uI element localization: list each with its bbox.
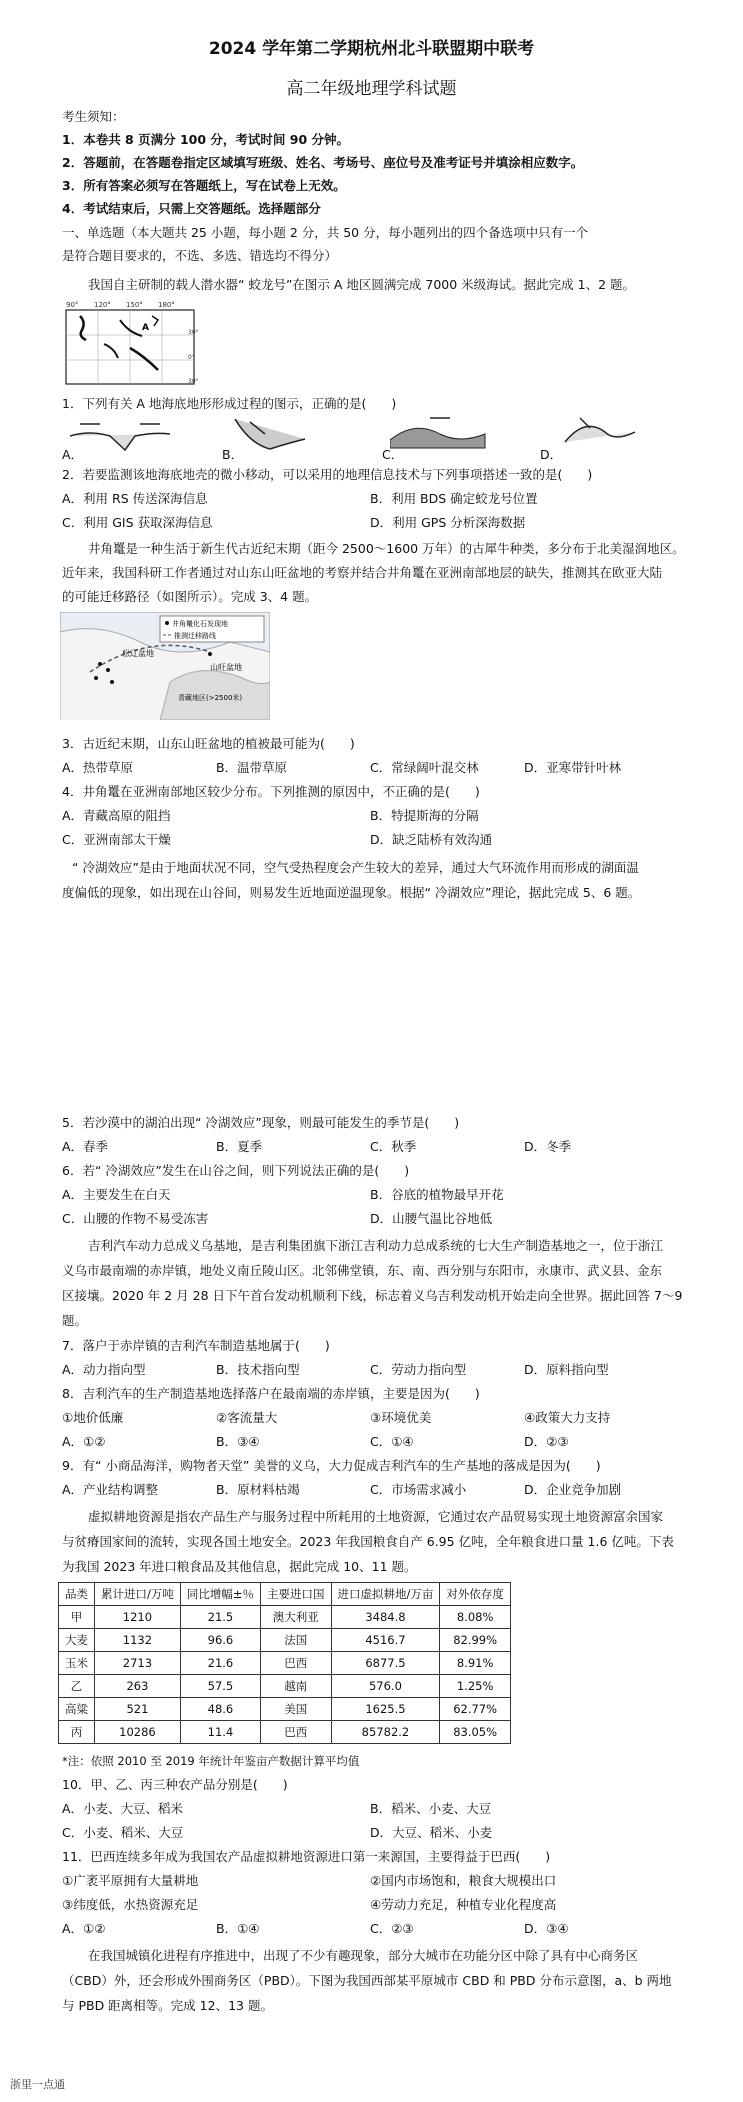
intro-q5-6: 度偏低的现象，如出现在山谷间，则易发生近地面逆温现象。根据“ 冷湖效应”理论，据此完成 5、6 题。 xyxy=(62,885,641,900)
notice-item: 1．本卷共 8 页满分 100 分，考试时间 90 分钟。 xyxy=(62,132,349,147)
table-cell: 1.25% xyxy=(440,1675,511,1698)
q4-stem: 4．井角鼍在亚洲南部地区较少分布。下列推测的原因中，不正确的是( ) xyxy=(62,784,480,799)
table-cell: 4516.7 xyxy=(331,1629,440,1652)
table-cell: 丙 xyxy=(59,1721,95,1744)
table-cell: 82.99% xyxy=(440,1629,511,1652)
table-cell: 高粱 xyxy=(59,1698,95,1721)
table-cell: 巴西 xyxy=(261,1652,332,1675)
intro-q7-9: 题。 xyxy=(62,1313,88,1328)
table-header: 主要进口国 xyxy=(261,1583,332,1606)
q5-option[interactable]: D．冬季 xyxy=(524,1139,572,1154)
table-cell: 越南 xyxy=(261,1675,332,1698)
q2-option[interactable]: C．利用 GIS 获取深海信息 xyxy=(62,515,213,530)
asia-migration-map xyxy=(60,612,270,720)
q3-option[interactable]: D．亚寒带针叶林 xyxy=(524,760,622,775)
table-cell: 甲 xyxy=(59,1606,95,1629)
q2-stem: 2．若要监测该地海底地壳的微小移动，可以采用的地理信息技术与下列事项搭述一致的是( ) xyxy=(62,467,593,482)
q6-option[interactable]: D．山腰气温比谷地低 xyxy=(370,1211,493,1226)
lat-label: 30° xyxy=(188,329,199,336)
intro-q12-13: 与 PBD 距离相等。完成 12、13 题。 xyxy=(62,1998,273,2013)
table-cell: 1210 xyxy=(95,1606,181,1629)
q10-option[interactable]: A．小麦、大豆、稻米 xyxy=(62,1801,184,1816)
q4-option[interactable]: A．青藏高原的阻挡 xyxy=(62,808,171,823)
table-cell: 6877.5 xyxy=(331,1652,440,1675)
q3-option[interactable]: A．热带草原 xyxy=(62,760,134,775)
q3-option[interactable]: B．温带草原 xyxy=(216,760,288,775)
q8-option[interactable]: D．②③ xyxy=(524,1434,569,1449)
table-row xyxy=(59,1652,511,1675)
q8-item: ④政策大力支持 xyxy=(524,1410,611,1425)
intro-q12-13: （CBD）外，还会形成外围商务区（PBD）。下图为我国西部某平原城市 CBD 和 PBD 分布示意图，a、b 两地 xyxy=(62,1973,672,1988)
q11-option[interactable]: A．①② xyxy=(62,1921,106,1936)
q2-option[interactable]: D．利用 GPS 分析深海数据 xyxy=(370,515,526,530)
table-cell: 美国 xyxy=(261,1698,332,1721)
table-header: 进口虚拟耕地/万亩 xyxy=(331,1583,440,1606)
q5-option[interactable]: B．夏季 xyxy=(216,1139,263,1154)
map-label: 松辽盆地 xyxy=(122,649,154,658)
table-cell: 澳大利亚 xyxy=(261,1606,332,1629)
q8-option[interactable]: B．③④ xyxy=(216,1434,260,1449)
table-row xyxy=(59,1629,511,1652)
q8-item: ③环境优美 xyxy=(370,1410,432,1425)
table-cell: 85782.2 xyxy=(331,1721,440,1744)
table-cell: 263 xyxy=(95,1675,181,1698)
pacific-map xyxy=(60,298,200,388)
table-cell: 巴西 xyxy=(261,1721,332,1744)
q6-option[interactable]: B．谷底的植物最早开花 xyxy=(370,1187,504,1202)
intro-q7-9: 义乌市最南端的赤岸镇，地处义南丘陵山区。北邻佛堂镇，东、南、西分别与东阳市，永康市、武义县、金东 xyxy=(62,1263,663,1278)
table-cell: 83.05% xyxy=(440,1721,511,1744)
q11-option[interactable]: C．②③ xyxy=(370,1921,414,1936)
intro-q10-11: 虚拟耕地资源是指农产品生产与服务过程中所耗用的土地资源，它通过农产品贸易实现土地资源富余国家 xyxy=(88,1509,664,1524)
q1-diagram-c xyxy=(390,412,490,454)
q7-option[interactable]: C．劳动力指向型 xyxy=(370,1362,467,1377)
exam-title: 2024 学年第二学期杭州北斗联盟期中联考 xyxy=(208,39,535,59)
q7-option[interactable]: D．原料指向型 xyxy=(524,1362,609,1377)
q6-option[interactable]: C．山腰的作物不易受冻害 xyxy=(62,1211,209,1226)
q9-option[interactable]: B．原材料枯竭 xyxy=(216,1482,300,1497)
q11-item: ④劳动力充足，种植专业化程度高 xyxy=(370,1897,557,1912)
q7-stem: 7．落户于赤岸镇的吉利汽车制造基地属于( ) xyxy=(62,1338,330,1353)
table-cell: 10286 xyxy=(95,1721,181,1744)
q5-stem: 5．若沙漠中的湖泊出现“ 冷湖效应”现象，则最可能发生的季节是( ) xyxy=(62,1115,460,1130)
table-cell: 2713 xyxy=(95,1652,181,1675)
exam-subtitle: 高二年级地理学科试题 xyxy=(286,79,457,99)
table-row xyxy=(59,1675,511,1698)
notice-heading: 考生须知： xyxy=(62,109,125,124)
notice-item: 4．考试结束后，只需上交答题纸。选择题部分 xyxy=(62,201,321,216)
intro-q7-9: 区接壤。2020 年 2 月 28 日下午首台发动机顺利下线，标志着义乌吉利发动机开始走向全世界。据此回答 7～9 xyxy=(62,1288,683,1303)
table-header: 对外依存度 xyxy=(440,1583,511,1606)
intro-q3-4: 井角鼍是一种生活于新生代古近纪末期（距今 2500～1600 万年）的古犀牛种类，多分布于北美湿润地区。 xyxy=(88,541,685,556)
table-cell: 521 xyxy=(95,1698,181,1721)
map-label: 山旺盆地 xyxy=(210,663,242,672)
q2-option[interactable]: B．利用 BDS 确定蛟龙号位置 xyxy=(370,491,538,506)
table-cell: 96.6 xyxy=(180,1629,260,1652)
q1-diagram-a xyxy=(70,414,170,454)
q4-option[interactable]: C．亚洲南部太干燥 xyxy=(62,832,171,847)
table-cell: 576.0 xyxy=(331,1675,440,1698)
intro-q5-6: “ 冷湖效应”是由于地面状况不同，空气受热程度会产生较大的差异，通过大气环流作用而形成的湖面温 xyxy=(72,860,639,875)
q7-option[interactable]: B．技术指向型 xyxy=(216,1362,300,1377)
table-note: *注：依照 2010 至 2019 年统计年鉴亩产数据计算平均值 xyxy=(62,1754,360,1768)
q1-stem: 1．下列有关 A 地海底地形形成过程的图示，正确的是( ) xyxy=(62,396,397,411)
q11-option[interactable]: B．①④ xyxy=(216,1921,260,1936)
lon-label: 120° xyxy=(94,301,111,309)
q8-option[interactable]: C．①④ xyxy=(370,1434,414,1449)
lon-label: 180° xyxy=(158,301,175,309)
intro-q12-13: 在我国城镇化进程有序推进中，出现了不少有趣现象，部分大城市在功能分区中除了具有中心商务区 xyxy=(88,1948,639,1963)
q8-option[interactable]: A．①② xyxy=(62,1434,106,1449)
q11-item: ②国内市场饱和，粮食大规模出口 xyxy=(370,1873,557,1888)
lat-label: 30° xyxy=(188,378,199,385)
table-row xyxy=(59,1606,511,1629)
q5-option[interactable]: C．秋季 xyxy=(370,1139,417,1154)
q4-option[interactable]: B．特提斯海的分隔 xyxy=(370,808,479,823)
q1-option[interactable]: B． xyxy=(222,447,244,462)
table-header: 品类 xyxy=(59,1583,95,1606)
q8-item: ②客流量大 xyxy=(216,1410,278,1425)
q9-option[interactable]: C．市场需求减小 xyxy=(370,1482,467,1497)
table-cell: 1132 xyxy=(95,1629,181,1652)
table-cell: 21.5 xyxy=(180,1606,260,1629)
q3-option[interactable]: C．常绿阔叶混交林 xyxy=(370,760,479,775)
table-cell: 21.6 xyxy=(180,1652,260,1675)
section-heading-cont: 是符合题目要求的，不选、多选、错选均不得分） xyxy=(62,248,338,263)
q1-option[interactable]: A． xyxy=(62,447,84,462)
q10-option[interactable]: B．稻米、小麦、大豆 xyxy=(370,1801,492,1816)
q10-option[interactable]: C．小麦、稻米、大豆 xyxy=(62,1825,184,1840)
table-cell: 62.77% xyxy=(440,1698,511,1721)
table-cell: 48.6 xyxy=(180,1698,260,1721)
q6-option[interactable]: A．主要发生在白天 xyxy=(62,1187,171,1202)
lon-label: 90° xyxy=(66,301,79,309)
intro-q3-4: 近年来，我国科研工作者通过对山东山旺盆地的考察并结合井角鼍在亚洲南部地层的缺失，推测其在欧亚大陆 xyxy=(62,565,663,580)
notice-item: 2．答题前，在答题卷指定区域填写班级、姓名、考场号、座位号及准考证号并填涂相应数字。 xyxy=(62,155,584,170)
intro-q10-11: 为我国 2023 年进口粮食品及其他信息，据此完成 10、11 题。 xyxy=(62,1559,417,1574)
table-cell: 57.5 xyxy=(180,1675,260,1698)
q11-item: ③纬度低，水热资源充足 xyxy=(62,1897,199,1912)
legend-fossil: 井角鼍化石发现地 xyxy=(172,620,228,628)
point-a-label: A xyxy=(142,323,149,333)
q10-stem: 10．甲、乙、丙三种农产品分别是( ) xyxy=(62,1777,288,1792)
table-cell: 3484.8 xyxy=(331,1606,440,1629)
q1-option[interactable]: D． xyxy=(540,447,563,462)
q6-stem: 6．若“ 冷湖效应”发生在山谷之间，则下列说法正确的是( ) xyxy=(62,1163,410,1178)
table-header: 同比增幅±％ xyxy=(180,1583,260,1606)
intro-q7-9: 吉利汽车动力总成义乌基地，是吉利集团旗下浙江吉利动力总成系统的七大生产制造基地之一，位于浙江 xyxy=(88,1238,664,1253)
table-row xyxy=(59,1721,511,1744)
q11-stem: 11．巴西连续多年成为我国农产品虚拟耕地资源进口第一来源国，主要得益于巴西( ) xyxy=(62,1849,551,1864)
table-row xyxy=(59,1698,511,1721)
q3-stem: 3．古近纪末期，山东山旺盆地的植被最可能为( ) xyxy=(62,736,355,751)
notice-item: 3．所有答案必须写在答题纸上，写在试卷上无效。 xyxy=(62,178,346,193)
q9-stem: 9．有“ 小商品海洋，购物者天堂” 美誉的义乌，大力促成吉利汽车的生产基地的落成是因为( ) xyxy=(62,1458,601,1473)
intro-q10-11: 与贫瘠国家间的流转，实现各国土地安全。2023 年我国粮食自产 6.95 亿吨，全年粮食进口量 1.6 亿吨。下表 xyxy=(62,1534,674,1549)
q7-option[interactable]: A．动力指向型 xyxy=(62,1362,146,1377)
intro-q1-2: 我国自主研制的载人潜水器“ 蛟龙号”在图示 A 地区圆满完成 7000 米级海试。据此完成 1、2 题。 xyxy=(88,277,636,292)
footer-source: 浙里一点通 xyxy=(10,2078,65,2091)
intro-q3-4: 的可能迁移路径（如图所示）。完成 3、4 题。 xyxy=(62,589,318,604)
q11-item: ①广袤平原拥有大量耕地 xyxy=(62,1873,199,1888)
q4-option[interactable]: D．缺乏陆桥有效沟通 xyxy=(370,832,493,847)
table-cell: 法国 xyxy=(261,1629,332,1652)
q5-option[interactable]: A．春季 xyxy=(62,1139,109,1154)
q9-option[interactable]: A．产业结构调整 xyxy=(62,1482,159,1497)
legend-route: 推测迁移路线 xyxy=(174,632,216,640)
table-cell: 1625.5 xyxy=(331,1698,440,1721)
lon-label: 150° xyxy=(126,301,143,309)
q9-option[interactable]: D．企业竞争加剧 xyxy=(524,1482,622,1497)
q8-stem: 8．吉利汽车的生产制造基地选择落户在最南端的赤岸镇，主要是因为( ) xyxy=(62,1386,480,1401)
q1-diagram-d xyxy=(560,412,640,454)
grain-import-table xyxy=(58,1582,511,1744)
q1-option[interactable]: C． xyxy=(382,447,404,462)
q11-option[interactable]: D．③④ xyxy=(524,1921,569,1936)
table-header-row xyxy=(59,1583,511,1606)
lat-label: 0° xyxy=(188,354,195,361)
table-cell: 11.4 xyxy=(180,1721,260,1744)
q2-option[interactable]: A．利用 RS 传送深海信息 xyxy=(62,491,208,506)
q10-option[interactable]: D．大豆、稻米、小麦 xyxy=(370,1825,493,1840)
table-cell: 玉米 xyxy=(59,1652,95,1675)
table-cell: 8.91% xyxy=(440,1652,511,1675)
q8-item: ①地价低廉 xyxy=(62,1410,124,1425)
table-cell: 乙 xyxy=(59,1675,95,1698)
section-heading: 一、单选题（本大题共 25 小题，每小题 2 分，共 50 分，每小题列出的四个备选项中只有一个 xyxy=(62,225,589,240)
map-label: 青藏地区(>2500米) xyxy=(178,694,243,702)
table-header: 累计进口/万吨 xyxy=(95,1583,181,1606)
table-cell: 8.08% xyxy=(440,1606,511,1629)
table-cell: 大麦 xyxy=(59,1629,95,1652)
